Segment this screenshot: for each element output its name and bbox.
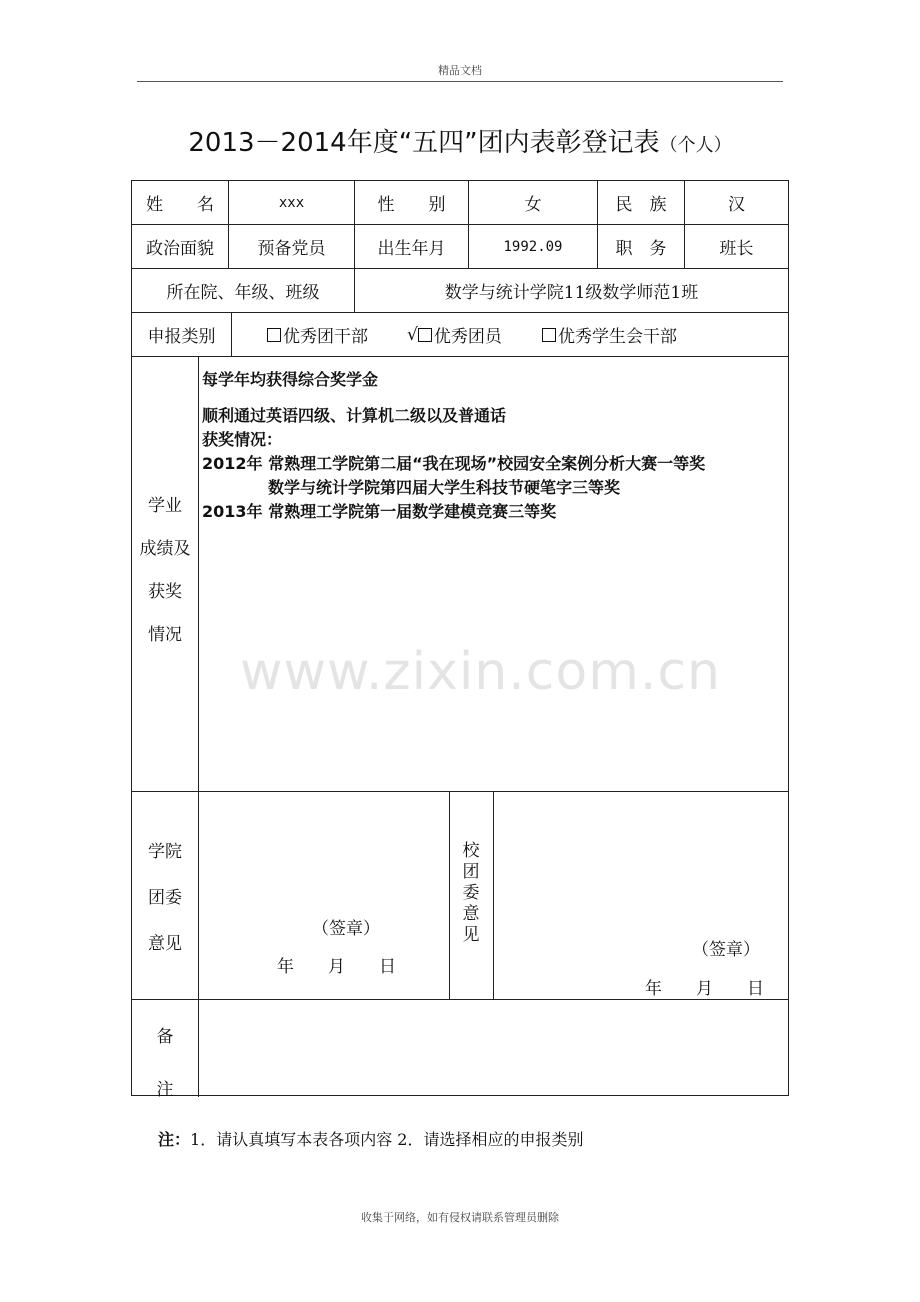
label-line: 学业 bbox=[148, 496, 182, 516]
category-option-cadre[interactable] bbox=[267, 313, 368, 356]
category-option-member[interactable] bbox=[407, 313, 502, 356]
achievement-line: 2012年 常熟理工学院第二届“我在现场”校园安全案例分析大赛一等奖 bbox=[202, 454, 706, 473]
option-label: 优秀团干部 bbox=[283, 327, 368, 347]
label-line: 获奖 bbox=[148, 582, 182, 602]
col-divider bbox=[198, 356, 199, 1097]
label-line: 情况 bbox=[148, 625, 182, 645]
category-option-union[interactable] bbox=[542, 313, 677, 356]
birth-label: 出生年月 bbox=[377, 239, 446, 259]
label-char: 意 bbox=[462, 904, 480, 924]
achievement-line: 数学与统计学院第四届大学生科技节硬笔字三等奖 bbox=[268, 478, 621, 497]
label-char: 见 bbox=[462, 925, 480, 945]
option-label: 优秀学生会干部 bbox=[558, 327, 677, 347]
gender-value: 女 bbox=[524, 195, 542, 215]
form-title bbox=[100, 122, 820, 159]
college-date: 年 月 日 bbox=[277, 956, 396, 977]
checkbox-icon[interactable] bbox=[267, 328, 281, 342]
watermark: www.zixin.com.cn bbox=[240, 642, 721, 702]
col-divider bbox=[449, 791, 450, 999]
birth-value: 1992.09 bbox=[503, 238, 563, 255]
achievement-line: 顺利通过英语四级、计算机二级以及普通话 bbox=[202, 406, 507, 425]
registration-table bbox=[131, 180, 789, 1100]
gender-label: 性 别 bbox=[377, 195, 446, 215]
political-label: 政治面貌 bbox=[146, 239, 214, 259]
achievement-line: 每学年均获得综合奖学金 bbox=[202, 370, 379, 389]
form-title-main: 2013－2014年度“五四”团内表彰登记表 bbox=[188, 128, 660, 158]
label-line: 意见 bbox=[148, 934, 182, 954]
footnote-text: 1．请认真填写本表各项内容 2．请选择相应的申报类别 bbox=[190, 1130, 584, 1149]
row-divider bbox=[132, 356, 788, 357]
footnote-prefix: 注： bbox=[158, 1130, 191, 1149]
position-value: 班长 bbox=[719, 239, 754, 259]
page-header: 精品文档 bbox=[438, 64, 482, 77]
option-label: 优秀团员 bbox=[433, 327, 502, 347]
label-char: 校 bbox=[462, 841, 480, 861]
row-divider bbox=[132, 791, 788, 792]
label-line: 团委 bbox=[148, 888, 182, 908]
checkmark-icon: √ bbox=[407, 324, 418, 345]
header-divider bbox=[137, 81, 783, 82]
label-line: 成绩及 bbox=[139, 539, 191, 559]
col-divider bbox=[231, 312, 232, 356]
label-char: 团 bbox=[462, 862, 480, 882]
checkbox-icon[interactable] bbox=[542, 328, 556, 342]
col-divider bbox=[493, 791, 494, 999]
school-opinion-label bbox=[461, 841, 481, 946]
achievement-line: 获奖情况： bbox=[202, 430, 283, 449]
dept-label: 所在院、年级、班级 bbox=[166, 283, 320, 303]
label-line: 学院 bbox=[148, 842, 182, 862]
checkbox-icon[interactable] bbox=[418, 328, 432, 342]
form-title-suffix: （个人） bbox=[659, 135, 732, 156]
ethnic-value: 汉 bbox=[728, 195, 745, 215]
achievements-label bbox=[132, 485, 198, 657]
school-seal: （签章） bbox=[692, 939, 760, 960]
footnote bbox=[158, 1127, 583, 1150]
political-value: 预备党员 bbox=[257, 239, 326, 259]
label-char: 委 bbox=[462, 883, 480, 903]
college-opinion-label bbox=[132, 829, 198, 967]
dept-value: 数学与统计学院11级数学师范1班 bbox=[444, 283, 699, 303]
remarks-label bbox=[132, 1011, 198, 1117]
page-footer: 收集于网络，如有侵权请联系管理员删除 bbox=[361, 1211, 559, 1224]
label-char: 备 bbox=[156, 1027, 174, 1047]
remarks-field[interactable] bbox=[199, 1000, 788, 1095]
label-char: 注 bbox=[156, 1080, 174, 1100]
name-value: xxx bbox=[278, 194, 305, 211]
ethnic-label: 民 族 bbox=[615, 195, 667, 215]
achievements-content bbox=[202, 368, 705, 524]
category-label: 申报类别 bbox=[147, 327, 216, 347]
achievement-line: 2013年 常熟理工学院第一届数学建模竞赛三等奖 bbox=[202, 502, 557, 521]
name-label: 姓 名 bbox=[146, 195, 214, 215]
college-seal: （签章） bbox=[312, 918, 380, 939]
position-label: 职 务 bbox=[615, 239, 667, 259]
school-date: 年 月 日 bbox=[645, 978, 764, 999]
